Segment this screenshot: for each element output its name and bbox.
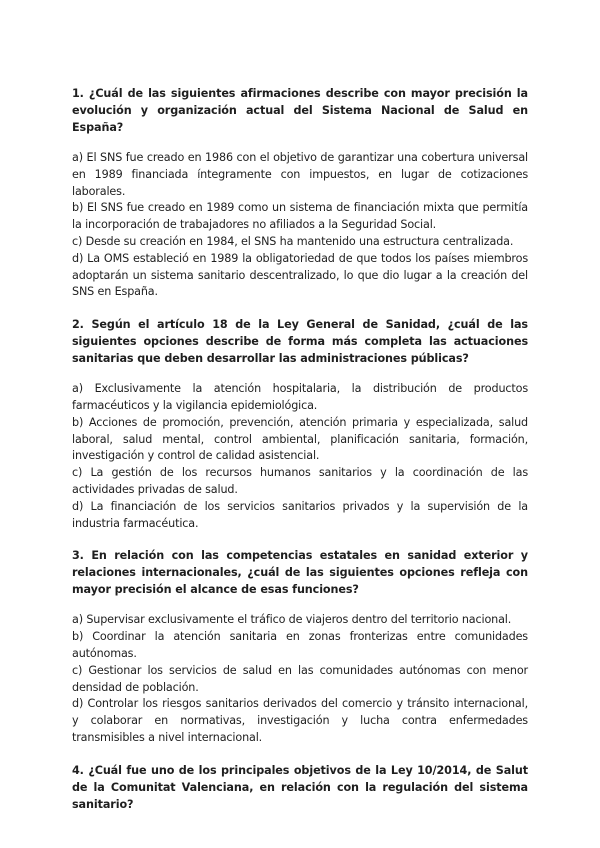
question-2 <box>72 316 528 532</box>
question-3 <box>72 547 528 746</box>
question-3-text: 3. En relación con las competencias estatales en sanidad exterior y relaciones internacionales, ¿cuál de las siguientes opciones refleja con mayor precisión el alcance de esas funciones? <box>72 549 528 597</box>
question-3-option-a: a) Supervisar exclusivamente el tráfico de viajeros dentro del territorio nacional. <box>72 613 512 627</box>
question-4 <box>72 762 528 813</box>
question-2-option-a: a) Exclusivamente la atención hospitalaria, la distribución de productos farmacéuticos y la vigilancia epidemiológica. <box>72 382 528 412</box>
question-3-option-b: b) Coordinar la atención sanitaria en zonas fronterizas entre comunidades autónomas. <box>72 630 528 660</box>
question-1-text: 1. ¿Cuál de las siguientes afirmaciones describe con mayor precisión la evolución y organización actual del Sistema Nacional de Salud en España? <box>72 87 528 134</box>
question-1-option-d: d) La OMS estableció en 1989 la obligatoriedad de que todos los países miembros adoptarán un sistema sanitario descentralizado, lo que dio lugar a la creación del SNS en España. <box>72 251 528 299</box>
question-2-text: 2. Según el artículo 18 de la Ley General de Sanidad, ¿cuál de las siguientes opciones describe de forma más completa las actuaciones sanitarias que deben desarrollar las administraciones públicas? <box>72 318 528 366</box>
question-1-option-a: a) El SNS fue creado en 1986 con el objetivo de garantizar una cobertura universal en 1989 financiada íntegramente con impuestos, en lugar de cotizaciones laborales. <box>72 151 528 198</box>
question-3-option-c: c) Gestionar los servicios de salud en las comunidades autónomas con menor densidad de población. <box>72 663 528 694</box>
question-2-option-b: b) Acciones de promoción, prevención, atención primaria y especializada, salud laboral, salud mental, control ambiental, planificación sanitaria, formación, investigación y control de calidad asistencial. <box>72 415 528 463</box>
question-2-option-c: c) La gestión de los recursos humanos sanitarios y la coordinación de las actividades privadas de salud. <box>72 466 528 496</box>
question-4-text: 4. ¿Cuál fue uno de los principales objetivos de la Ley 10/2014, de Salut de la Comunitat Valenciana, en relación con la regulación del sistema sanitario? <box>72 763 528 811</box>
question-1-option-b: b) El SNS fue creado en 1989 como un sistema de financiación mixta que permitía la incorporación de trabajadores no afiliados a la Seguridad Social. <box>72 201 528 232</box>
question-1 <box>72 85 528 301</box>
question-1-option-c: c) Desde su creación en 1984, el SNS ha mantenido una estructura centralizada. <box>72 234 514 248</box>
question-3-option-d: d) Controlar los riesgos sanitarios derivados del comercio y tránsito internacional, y colaborar en normativas, investigación y lucha contra enfermedades transmisibles a nivel internacional. <box>72 697 528 744</box>
question-2-option-d: d) La financiación de los servicios sanitarios privados y la supervisión de la industria farmacéutica. <box>72 499 528 530</box>
